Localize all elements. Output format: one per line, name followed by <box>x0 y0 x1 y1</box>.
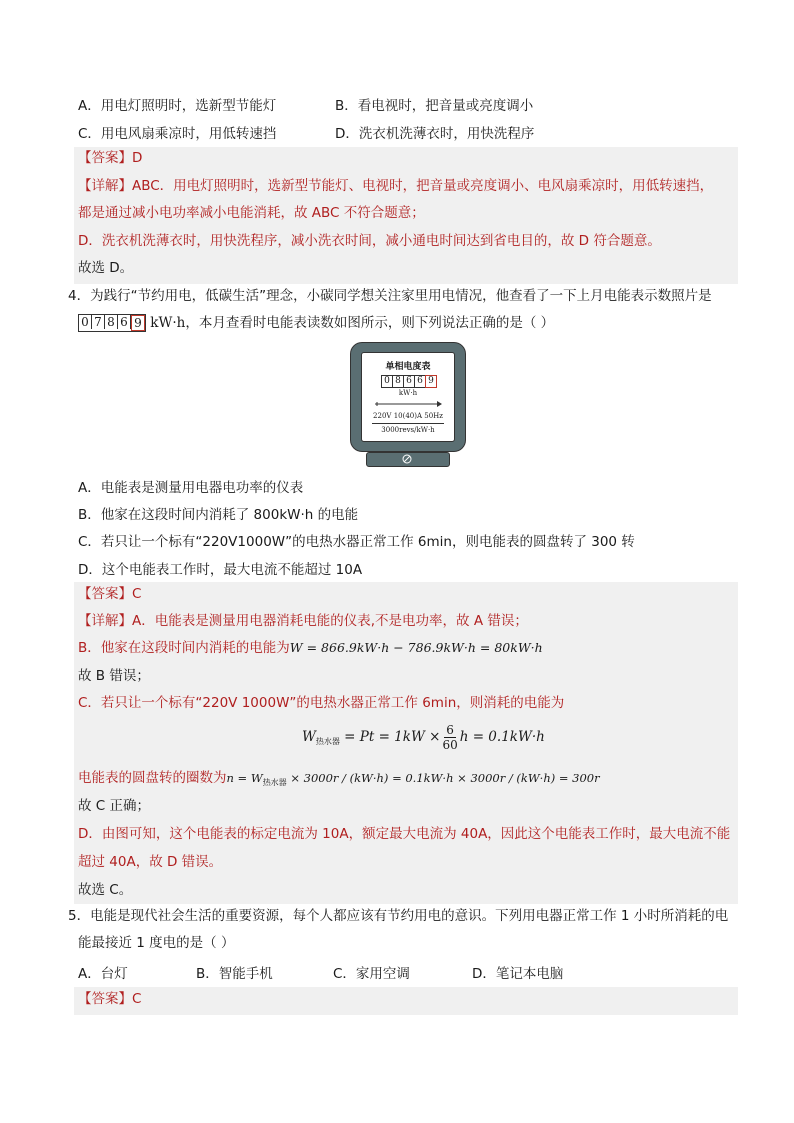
terminal-screw-icon <box>402 454 412 464</box>
q4-option-b: B．他家在这段时间内消耗了 800kW·h 的电能 <box>78 507 359 523</box>
q3-answer-block <box>74 147 738 284</box>
fraction <box>442 723 457 752</box>
meter-title: 单相电度表 <box>385 362 431 372</box>
question-stem: 为践行“节约用电，低碳生活”理念，小碳同学想关注家里用电情况，他查看了一下上月电能表示数照片是 <box>90 288 712 304</box>
meter-digit: 8 <box>393 376 404 387</box>
formula-subscript: 热水器 <box>262 778 287 787</box>
rotation-arrow-icon <box>373 400 443 408</box>
detail-text: 电能表的圆盘转的圈数为 <box>78 770 227 786</box>
q4-conclusion: 故选 C。 <box>78 882 133 898</box>
detail-text: ABC．用电灯照明时，选新型节能灯、电视时，把音量或亮度调小、电风扇乘凉时，用低转速挡， <box>132 178 714 194</box>
answer-label: 【答案】 <box>78 150 132 166</box>
detail-text: B．他家在这段时间内消耗的电能为 <box>78 640 290 656</box>
answer-value: C <box>132 586 142 602</box>
q3-detail-line-2: 都是通过减小电功率减小电能消耗，故 ABC 不符合题意； <box>78 205 425 221</box>
q5-stem-line-2: 能最接近 1 度电的是（ ） <box>78 935 235 951</box>
q3-option-b: B．看电视时，把音量或亮度调小 <box>335 98 534 114</box>
formula-symbol: W <box>302 729 316 745</box>
question-number: 4． <box>68 288 91 304</box>
reading-unit: kW·h <box>150 315 186 331</box>
meter-digit: 6 <box>415 376 426 387</box>
detail-label: 【详解】 <box>78 613 132 629</box>
fraction-numerator: 6 <box>446 722 454 737</box>
q3-detail-line-1 <box>78 176 732 196</box>
meter-digit: 0 <box>382 376 393 387</box>
reading-digit: 0 <box>79 315 92 329</box>
q5-stem-line-1 <box>68 906 738 926</box>
q3-conclusion: 故选 D。 <box>78 260 134 276</box>
q4-answer-block <box>74 582 738 904</box>
q4-detail-c2 <box>78 768 732 793</box>
q3-option-c: C．用电风扇乘凉时，用低转速挡 <box>78 126 277 142</box>
q5-answer <box>78 989 732 1009</box>
reading-digit: 9 <box>131 315 145 331</box>
meter-digit: 6 <box>404 376 415 387</box>
q4-detail-c-end: 故 C 正确； <box>78 798 151 814</box>
q5-option-b: B．智能手机 <box>196 966 273 982</box>
q4-detail-b <box>78 638 732 658</box>
formula: h = 0.1kW·h <box>459 729 545 745</box>
q4-detail-b-end: 故 B 错误； <box>78 668 150 684</box>
meter-unit: kW·h <box>398 389 418 397</box>
q4-option-d: D．这个电能表工作时，最大电流不能超过 10A <box>78 562 363 578</box>
meter-digit-window <box>381 375 437 388</box>
formula: n = W <box>226 771 263 785</box>
answer-label: 【答案】 <box>78 586 132 602</box>
q5-option-a: A．台灯 <box>78 966 128 982</box>
q4-detail-c: C．若只让一个标有“220V 1000W”的电热水器正常工作 6min，则消耗的电能为 <box>78 695 565 711</box>
answer-value: D <box>132 150 143 166</box>
q4-detail-a <box>78 611 732 631</box>
q4-detail-d-2: 超过 40A，故 D 错误。 <box>78 854 223 870</box>
meter-body <box>350 342 466 452</box>
q4-option-c: C．若只让一个标有“220V1000W”的电热水器正常工作 6min，则电能表的圆盘转了 300 转 <box>78 534 635 550</box>
q4-detail-d-1: D．由图可知，这个电能表的标定电流为 10A，额定最大电流为 40A，因此这个电能表工作时，最大电流不能 <box>78 826 731 842</box>
fraction-denominator: 60 <box>442 737 458 752</box>
meter-divider <box>372 423 444 424</box>
electric-meter-figure <box>350 342 464 466</box>
q3-detail-line-3: D．洗衣机洗薄衣时，用快洗程序，减小洗衣时间，减小通电时间达到省电目的，故 D 符合题意。 <box>78 233 661 249</box>
last-month-reading <box>78 314 146 332</box>
q3-option-d: D．洗衣机洗薄衣时，用快洗程序 <box>335 126 535 142</box>
formula-subscript: 热水器 <box>315 737 340 746</box>
q5-answer-block <box>74 987 738 1015</box>
q4-option-a: A．电能表是测量用电器电功率的仪表 <box>78 480 304 496</box>
q4-formula-energy <box>302 722 732 757</box>
answer-value: C <box>132 991 142 1007</box>
reading-digit: 8 <box>105 315 118 329</box>
answer-label: 【答案】 <box>78 991 132 1007</box>
question-stem: 电能是现代社会生活的重要资源，每个人都应该有节约用电的意识。下列用电器正常工作 1 小时所消耗的电 <box>90 908 729 924</box>
reading-digit: 7 <box>92 315 105 329</box>
q4-stem-line-2 <box>78 313 738 333</box>
q5-option-d: D．笔记本电脑 <box>472 966 564 982</box>
meter-base <box>366 452 450 467</box>
detail-text: A．电能表是测量用电器消耗电能的仪表,不是电功率，故 A 错误； <box>132 613 528 629</box>
question-stem: ，本月查看时电能表读数如图所示，则下列说法正确的是（ ） <box>185 315 555 331</box>
formula: W = 866.9kW·h − 786.9kW·h = 80kW·h <box>289 640 543 655</box>
q4-answer <box>78 584 732 604</box>
meter-digit: 9 <box>426 376 436 387</box>
meter-spec: 220V 10(40)A 50Hz <box>373 412 443 420</box>
q4-stem-line-1 <box>68 286 738 306</box>
formula: = Pt = 1kW × <box>339 729 441 745</box>
meter-rev: 3000revs/kW·h <box>381 426 435 434</box>
reading-digit: 6 <box>118 315 131 329</box>
q3-option-a: A．用电灯照明时，选新型节能灯 <box>78 98 277 114</box>
question-number: 5． <box>68 908 91 924</box>
formula: × 3000r / (kW·h) = 0.1kW·h × 3000r / (kW·h) = 300r <box>286 771 600 785</box>
detail-label: 【详解】 <box>78 178 132 194</box>
q5-option-c: C．家用空调 <box>333 966 410 982</box>
q3-answer <box>78 148 732 168</box>
meter-face <box>361 352 455 442</box>
